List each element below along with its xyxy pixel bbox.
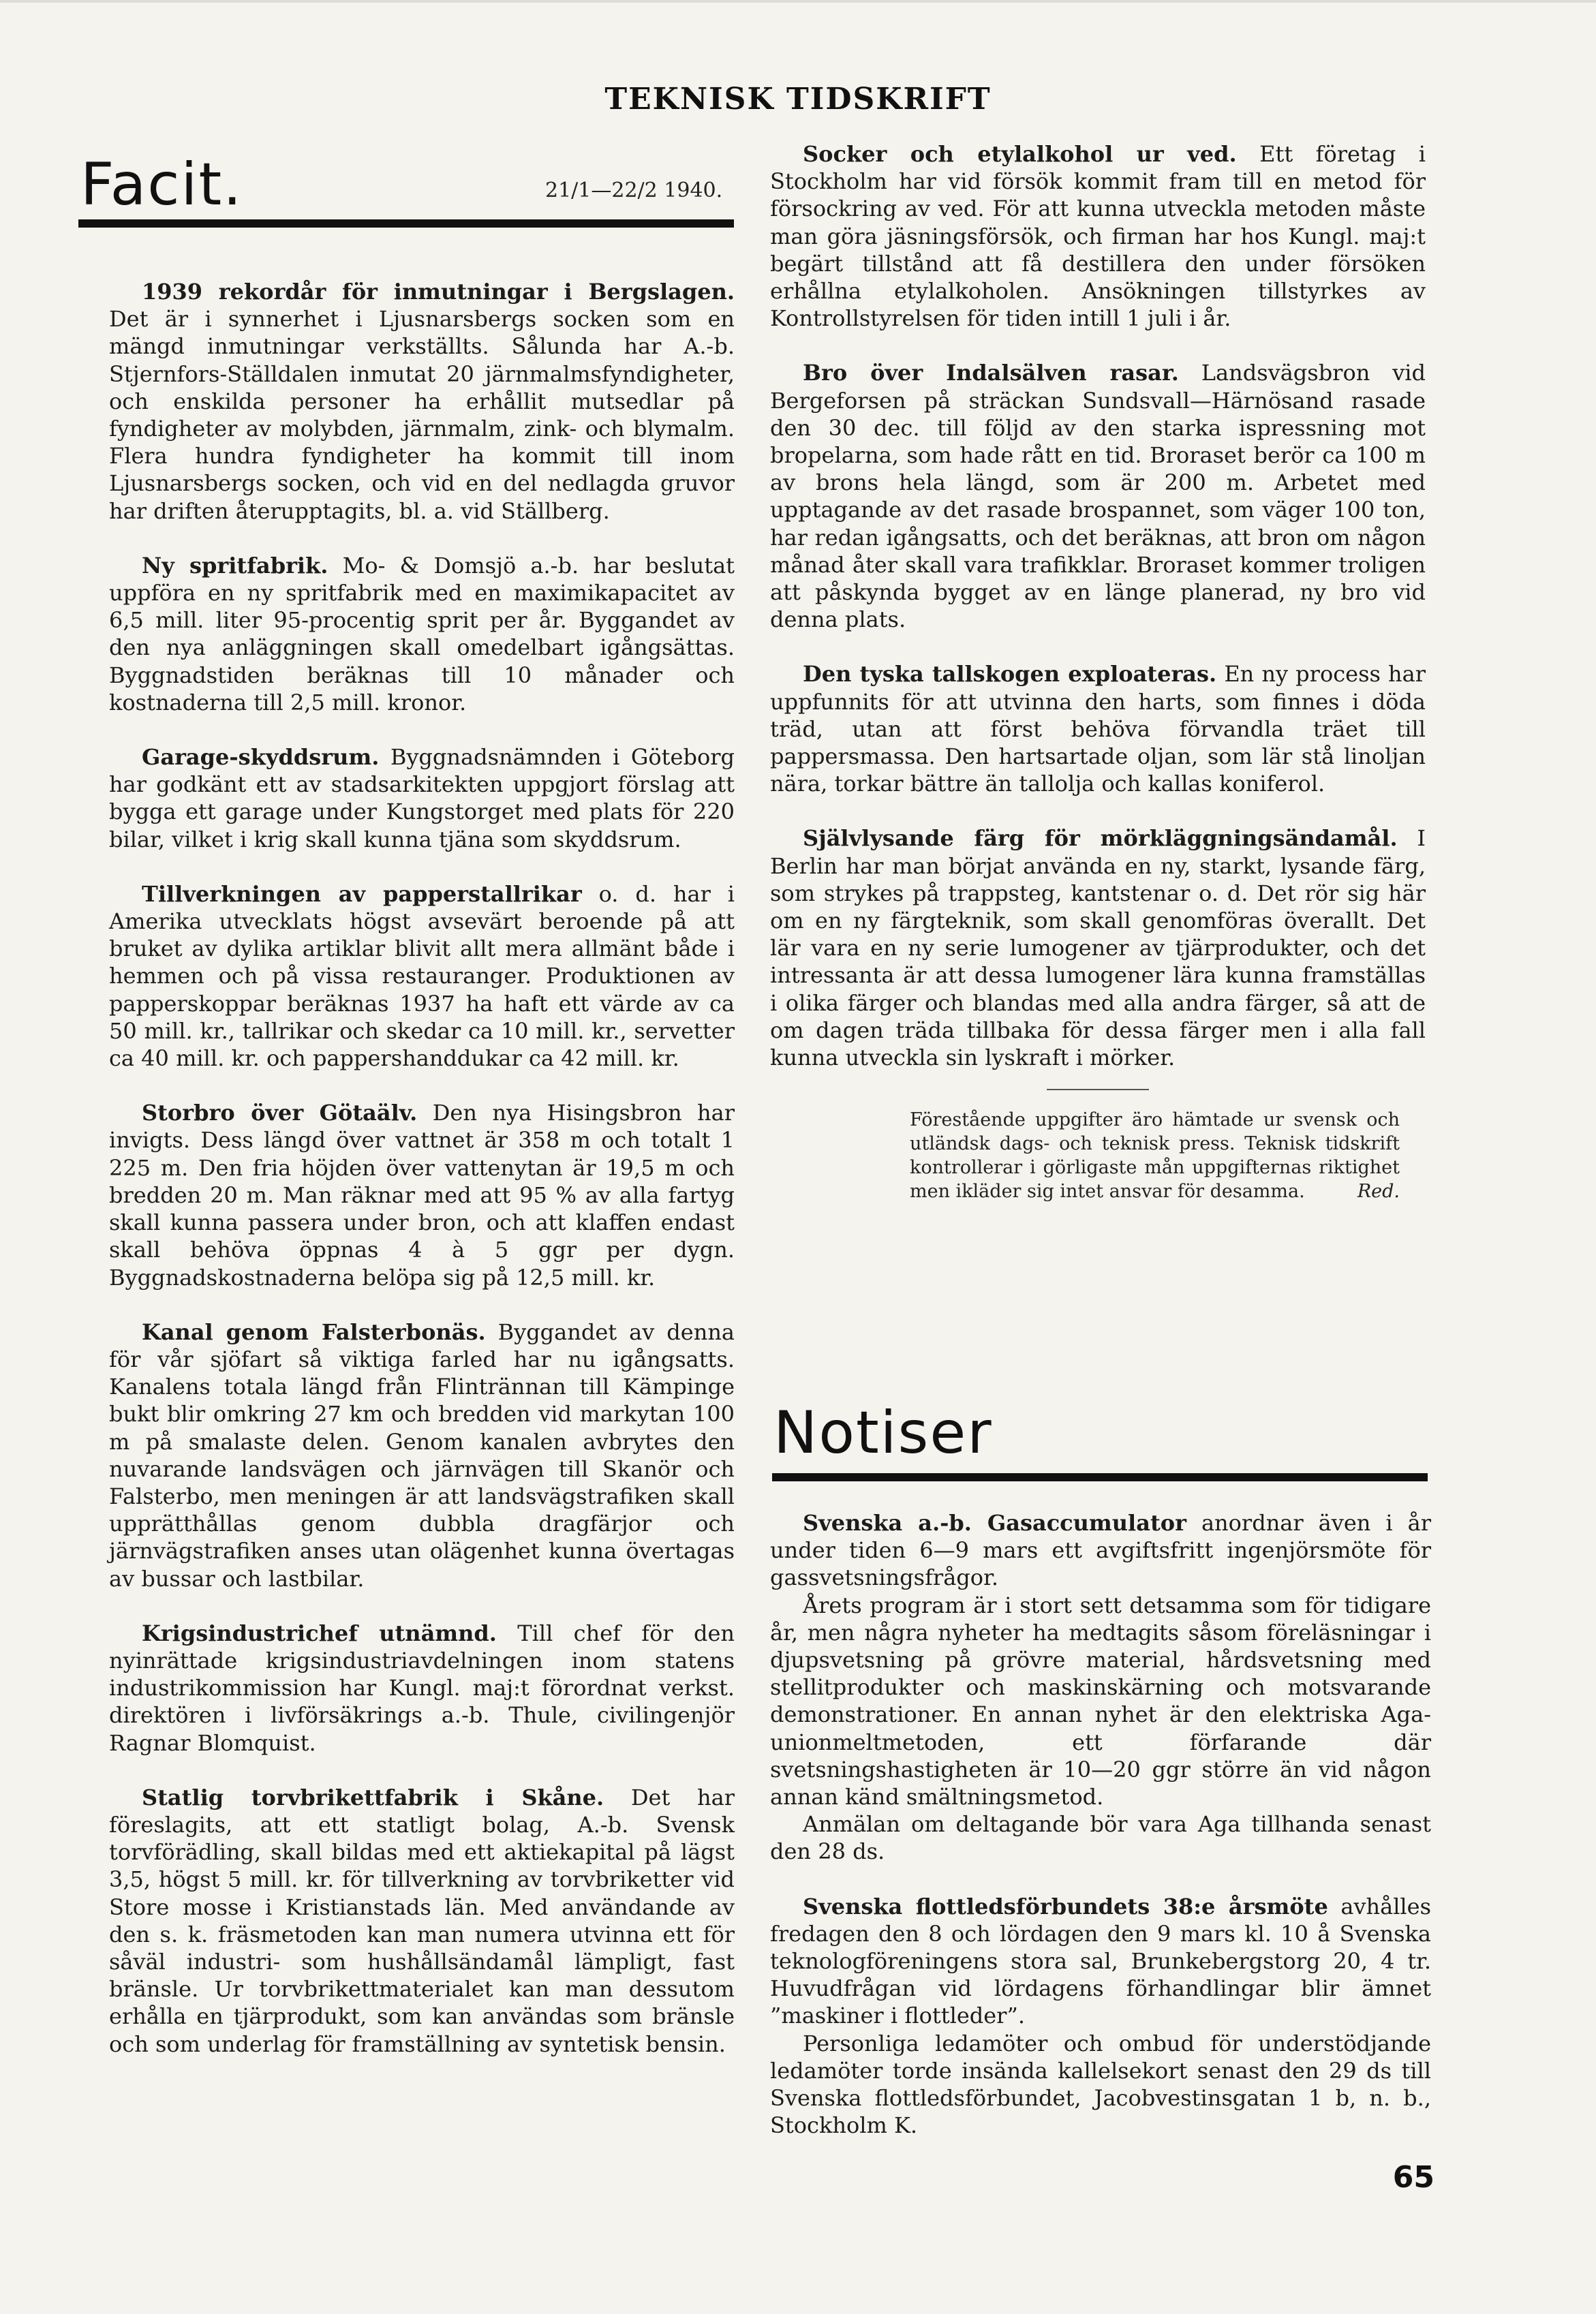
article-title: Tillverkningen av papperstallrikar [142, 880, 582, 907]
article-title: 1939 rekordår för inmutningar i Bergslagen. [142, 279, 735, 305]
notis-body: anordnar även i år under tiden 6—9 mars ett avgiftsfritt ingenjörsmöte för gassvetsningsfrågor. [770, 1510, 1432, 1591]
notis-flottledsforbundet [770, 1893, 1431, 2030]
article-body: Byggnadsnämnden i Göteborg har godkänt ett av stadsarkitekten uppgjort förslag att bygga ett garage under Kungstorget med plats för 220 bilar, vilket i krig skall kunna tjäna som skyddsrum. [109, 744, 735, 852]
notis-paragraph: Anmälan om deltagande bör vara Aga tillhanda senast den 28 ds. [770, 1811, 1431, 1865]
article-body: I Berlin har man börjat använda en ny, starkt, lysande färg, som strykes på trappsteg, kantstenar o. d. Det rör sig här om en ny färgteknik, som skall genomföras överallt. Det lär vara en ny serie lumogener av tjärprodukter, och det intressanta är att dessa lumogener lära kunna framställas i olika färger och blandas med alla andra färger, så att de om dagen träda tillbaka för dessa färger men i alla fall kunna utveckla sin lyskraft i mörker. [770, 825, 1426, 1071]
notis-body: avhålles fredagen den 8 och lördagen den 9 mars kl. 10 å Svenska teknologföreningens stora sal, Brunkebergstorg 20, 4 tr. Huvudfrågan vid lördagens förhandlingar blir ämnet ”maskiner i flottleder”. [770, 1893, 1432, 2029]
article-title: Krigsindustrichef utnämnd. [142, 1620, 497, 1646]
page-number: 65 [1392, 2160, 1434, 2195]
article-body: Till chef för den nyinrättade krigsindustriavdelningen inom statens industrikommission har Kungl. maj:t förordnat verkst. direktören i livförsäkrings a.-b. Thule, civilingenjör Ragnar Blomquist. [109, 1620, 735, 1756]
article-body: En ny process har uppfunnits för att utvinna den harts, som finnes i döda träd, utan att först behöva förvandla träet till pappersmassa. Den hartsartade oljan, som lär stå linoljan nära, torkar bättre än tallolja och kallas koniferol. [770, 661, 1426, 797]
article-body: Mo- & Domsjö a.-b. har beslutat uppföra en ny spritfabrik med en maximikapacitet av 6,5 mill. liter 95-procentig sprit per år. Byggandet av den nya anläggningen skall omedelbart igångsättas. Byggnadstiden beräknas till 10 månader och kostnaderna till 2,5 mill. kronor. [109, 552, 735, 715]
article-falsterbonas [109, 1318, 735, 1592]
article-title: Bro över Indalsälven rasar. [803, 360, 1179, 386]
disclaimer-signature: Red. [1357, 1181, 1400, 1203]
notiser-column [770, 1509, 1431, 2139]
article-storbro [109, 1099, 735, 1291]
notis-title: Svenska flottledsförbundets 38:e årsmöte [803, 1893, 1328, 1919]
article-title: Garage-skyddsrum. [142, 744, 380, 771]
article-krigsindustrichef [109, 1620, 735, 1757]
notis-gasaccumulator [770, 1509, 1431, 1592]
facit-heading: Facit. [80, 151, 243, 219]
notis-paragraph: Personliga ledamöter och ombud för understödjande ledamöter torde insända kallelsekort senast den 29 ds till Svenska flottledsförbundet, Jacobvestinsgatan 1 b, n. b., Stockholm K. [770, 2030, 1431, 2139]
article-body: Landsvägsbron vid Bergeforsen på sträckan Sundsvall—Härnösand rasade den 30 dec. till följd av den starka ispressning mot bropelarna, som hade rått en tid. Broraset berör ca 100 m av brons hela längd, som är 200 m. Arbetet med upptagande av det rasade brospannet, som väger 100 ton, har redan igångsatts, och det beräknas, att bron om någon månad åter skall vara trafikklar. Broraset kommer troligen att påskynda bygget av en länge planerad, ny bro vid denna plats. [770, 360, 1426, 633]
article-spritfabrik [109, 552, 735, 716]
facit-rule [78, 219, 734, 228]
journal-title: TEKNISK TIDSKRIFT [604, 82, 992, 117]
facit-date-range: 21/1—22/2 1940. [545, 179, 723, 202]
left-column [109, 278, 735, 2058]
disclaimer-text: Förestående uppgifter äro hämtade ur svensk och utländsk dags- och teknisk press. Teknisk tidskrift kontrollerar i görligaste mån uppgifternas riktighet men ikläder sig intet ansvar för desamma. [910, 1109, 1400, 1203]
notiser-rule [772, 1473, 1428, 1481]
article-body: Ett företag i Stockholm har vid försök kommit fram till en metod för försockring av ved. För att kunna utveckla metoden måste man göra jäsningsförsök, och firman har hos Kungl. maj:t begärt tillstånd att få destillera den under försöken erhållna etylalkoholen. Ansökningen tillstyrkes av Kontrollstyrelsen för tiden intill 1 juli i år. [770, 141, 1426, 332]
article-title: Kanal genom Falsterbonäs. [142, 1318, 486, 1345]
article-body: Det är i synnerhet i Ljusnarsbergs socken som en mängd inmutningar verkställts. Sålunda har A.-b. Stjernfors-Ställdalen inmutat 20 järnmalmsfyndigheter, och enskilda personer ha erhållit mutsedlar på fyndigheter av molybden, järnmalm, zink- och blymalm. Flera hundra fyndigheter ha kommit till inom Ljusnarsbergs socken, och vid en del nedlagda gruvor har driften återupptagits, bl. a. vid Ställberg. [109, 306, 735, 524]
article-torvbrikettfabrik [109, 1784, 735, 2058]
article-body: o. d. har i Amerika utvecklats högst avsevärt beroende på att bruket av dylika artiklar blivit allt mera allmänt både i hemmen och på vissa restauranger. Produktionen av papperskoppar beräknas 1937 ha haft ett värde av ca 50 mill. kr., tallrikar och skedar ca 10 mill. kr., servetter ca 40 mill. kr. och pappershanddukar ca 42 mill. kr. [109, 880, 735, 1072]
article-title: Socker och etylalkohol ur ved. [803, 141, 1237, 167]
notiser-heading: Notiser [773, 1399, 993, 1467]
separator-rule [1047, 1089, 1149, 1090]
article-tallskogen [770, 660, 1426, 797]
article-body: Byggandet av denna för vår sjöfart så viktiga farled har nu igångsatts. Kanalens totala längd från Flintrännan till Kämpinge bukt blir omkring 27 km och bredden vid markytan 100 m på smalaste delen. Genom kanalen avbrytes den nuvarande landsvägen och järnvägen till Skanör och Falsterbo, men meningen är att landsvägstrafiken skall upprätthållas genom dubbla dragfärjor och järnvägstrafiken anses utan olägenhet kunna övertagas av bussar och lastbilar. [109, 1318, 735, 1592]
article-sjalvlysande-farg [770, 824, 1426, 1071]
disclaimer [910, 1108, 1400, 1203]
article-title: Den tyska tallskogen exploateras. [803, 661, 1217, 688]
article-bergslagen [109, 278, 735, 525]
article-title: Självlysande färg för mörkläggningsändamål. [803, 825, 1398, 852]
article-title: Ny spritfabrik. [142, 552, 328, 578]
page-edge [0, 0, 1596, 3]
article-papperstallrikar [109, 880, 735, 1072]
article-socker-etylalkohol [770, 140, 1426, 332]
article-indalsalven [770, 359, 1426, 633]
article-title: Storbro över Götaälv. [142, 1100, 418, 1126]
notis-paragraph: Årets program är i stort sett detsamma som för tidigare år, men några nyheter ha medtagits såsom föreläsningar i djupsvetsning på grövre material, hårdsvetsning med stellitprodukter och maskinskärning och motsvarande demonstrationer. En annan nyhet är den elektriska Aga-unionmeltmetoden, ett förfarande där svetsningshastigheten är 10—20 ggr större än vid någon annan känd smältningsmetod. [770, 1592, 1431, 1810]
right-column [770, 140, 1426, 1203]
article-garage [109, 743, 735, 853]
article-body: Den nya Hisingsbron har invigts. Dess längd över vattnet är 358 m och totalt 1 225 m. Den fria höjden över vattenytan är 19,5 m och bredden 20 m. Man räknar med att 95 % av alla fartyg skall kunna passera under bron, och att klaffen endast skall behöva öppnas 4 à 5 ggr per dygn. Byggnadskostnaderna belöpa sig på 12,5 mill. kr. [109, 1100, 735, 1291]
article-title: Statlig torvbrikettfabrik i Skåne. [142, 1784, 604, 1810]
article-body: Det har föreslagits, att ett statligt bolag, A.-b. Svensk torvförädling, skall bildas med ett aktiekapital på lägst 3,5, högst 5 mill. kr. för tillverkning av torvbriketter vid Store mosse i Kristianstads län. Med användande av den s. k. fräsmetoden kan man numera utvinna ett för såväl industri- som hushållsändamål lämpligt, fast bränsle. Ur torvbrikettmaterialet kan man dessutom erhålla en tjärprodukt, som kan användas som bränsle och som underlag för framställning av syntetisk bensin. [109, 1784, 735, 2057]
notis-title: Svenska a.-b. Gasaccumulator [803, 1510, 1186, 1536]
